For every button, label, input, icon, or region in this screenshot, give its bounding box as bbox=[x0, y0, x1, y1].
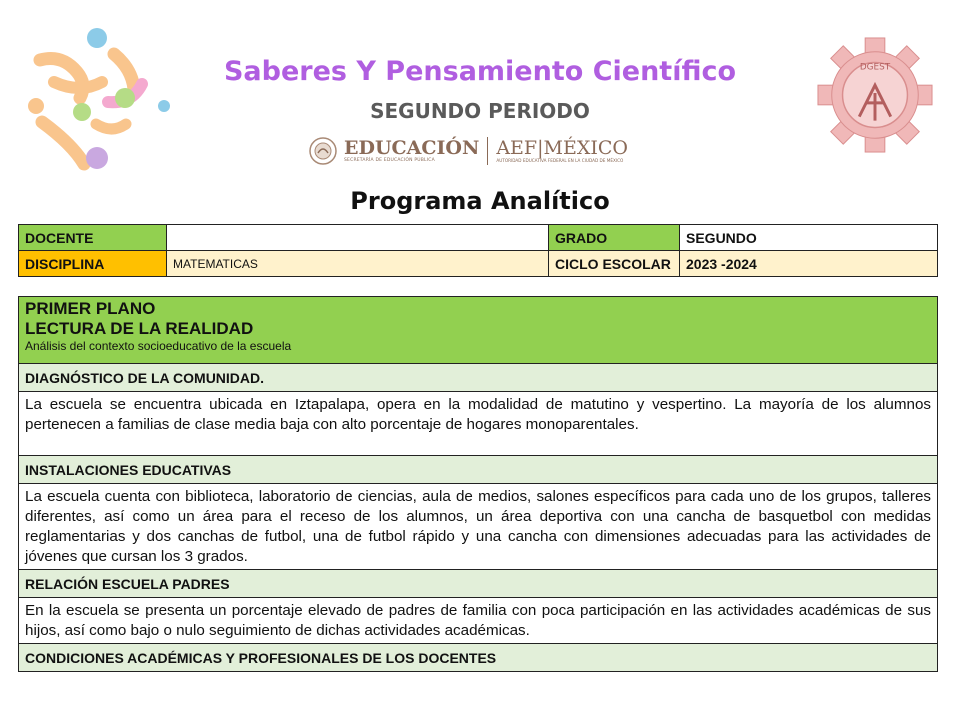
section-body-row bbox=[19, 598, 938, 644]
section-title-condiciones: CONDICIONES ACADÉMICAS Y PROFESIONALES DE LOS DOCENTES bbox=[19, 644, 938, 672]
disciplina-label: DISCIPLINA bbox=[19, 251, 167, 277]
section-header-row bbox=[19, 570, 938, 598]
section-text-relacion: En la escuela se presenta un porcentaje elevado de padres de familia con poca participación en las actividades académicas de sus hijos, así como bajo o nulo seguimiento de dichas actividades académicas. bbox=[19, 598, 938, 644]
grado-label: GRADO bbox=[549, 225, 680, 251]
section-header-row bbox=[19, 364, 938, 392]
plan-description: Análisis del contexto socioeducativo de la escuela bbox=[25, 339, 292, 353]
section-text-instalaciones: La escuela cuenta con biblioteca, laboratorio de ciencias, aula de medios, salones específicos para cada uno de los grupos, talleres diferentes, así como un área para el receso de los alumnos, un área deportiva con una cancha de basquetbol con medidas reglamentarias y dos canchas de futbol, una de futbol rápido y una cancha con dimensiones adecuadas para las actividades de jóvenes que cursan los 3 grados. bbox=[19, 484, 938, 570]
ciclo-label: CICLO ESCOLAR bbox=[549, 251, 680, 277]
analysis-table bbox=[18, 296, 938, 672]
sponsor-educacion: EDUCACIÓN bbox=[344, 137, 480, 159]
plan-subtitle: LECTURA DE LA REALIDAD bbox=[25, 319, 254, 338]
section-text-diagnostico: La escuela se encuentra ubicada en Iztapalapa, opera en la modalidad de matutino y vespertino. La mayoría de los alumnos pertenecen a familias de clase media baja con alto porcentaje de hogares monoparentales. bbox=[19, 392, 938, 456]
sponsor-aef: AEF|MÉXICO bbox=[496, 137, 628, 159]
info-table bbox=[18, 224, 938, 277]
section-body-row bbox=[19, 392, 938, 456]
sponsor-aef-sub: AUTORIDAD EDUCATIVA FEDERAL EN LA CIUDAD DE MÉXICO bbox=[496, 158, 624, 163]
section-header-row bbox=[19, 644, 938, 672]
header-title: Saberes Y Pensamiento Científico bbox=[223, 56, 737, 87]
ciclo-value: 2023 -2024 bbox=[680, 251, 938, 277]
svg-text:DGEST: DGEST bbox=[859, 62, 891, 73]
header-subtitle: SEGUNDO PERIODO bbox=[370, 99, 590, 123]
national-seal-icon bbox=[308, 136, 338, 166]
sponsor-divider bbox=[487, 137, 488, 165]
section-title-instalaciones: INSTALACIONES EDUCATIVAS bbox=[19, 456, 938, 484]
docente-value bbox=[167, 225, 549, 251]
section-body-row bbox=[19, 484, 938, 570]
plan-header bbox=[19, 297, 938, 364]
plan-title: PRIMER PLANO bbox=[25, 299, 156, 318]
sponsor-educacion-sub: SECRETARÍA DE EDUCACIÓN PÚBLICA bbox=[344, 158, 435, 163]
sponsor-logos bbox=[308, 134, 638, 168]
dgest-seal-icon bbox=[816, 36, 934, 154]
plan-header-row bbox=[19, 297, 938, 364]
info-row-docente bbox=[19, 225, 938, 251]
docente-label: DOCENTE bbox=[19, 225, 167, 251]
section-header-row bbox=[19, 456, 938, 484]
section-title-diagnostico: DIAGNÓSTICO DE LA COMUNIDAD. bbox=[19, 364, 938, 392]
document-title: Programa Analítico bbox=[350, 187, 610, 215]
disciplina-value: MATEMATICAS bbox=[167, 251, 549, 277]
section-title-relacion: RELACIÓN ESCUELA PADRES bbox=[19, 570, 938, 598]
info-row-disciplina bbox=[19, 251, 938, 277]
grado-value: SEGUNDO bbox=[680, 225, 938, 251]
